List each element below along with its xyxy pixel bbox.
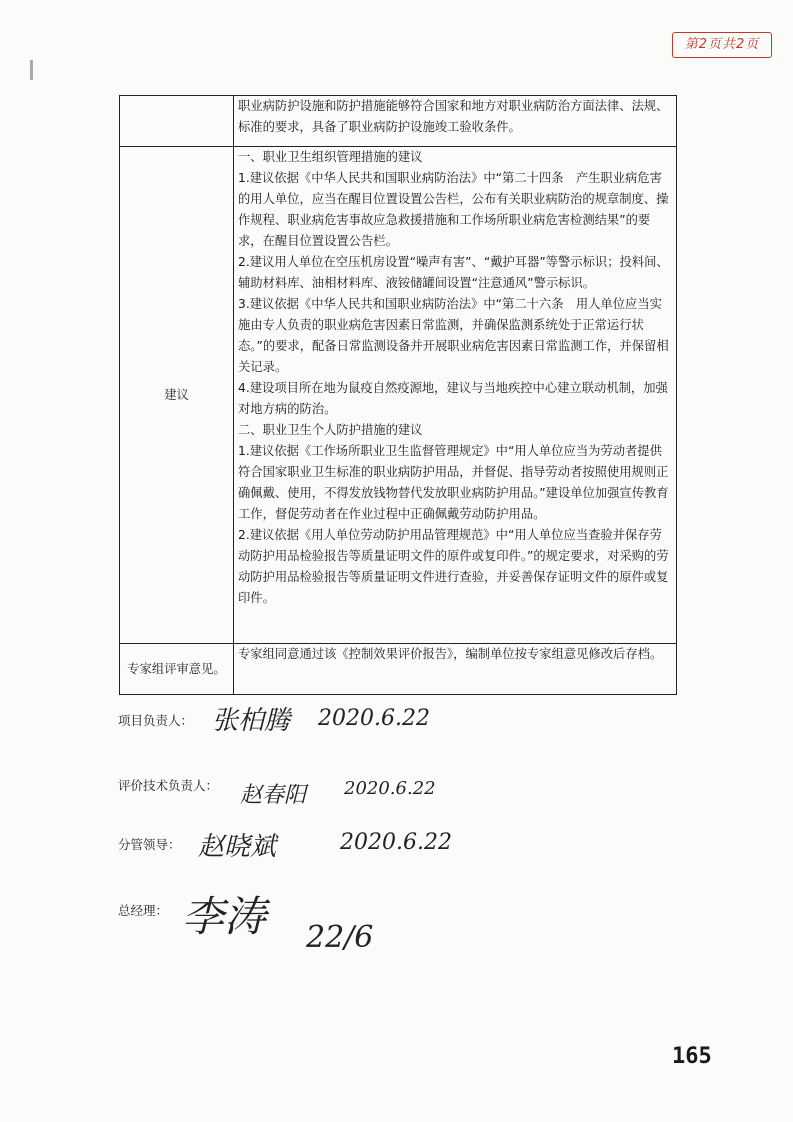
margin-mark (30, 60, 33, 80)
gm-date: 22/6 (306, 920, 374, 955)
conclusion-cell (234, 96, 677, 147)
page-count-stamp: 第2页共2页 (672, 32, 772, 58)
suggestion-paragraph: 4.建设项目所在地为鼠疫自然疫源地，建议与当地疾控中心建立联动机制，加强对地方病的防治。 (238, 381, 668, 416)
tech-lead-label: 评价技术负责人： (118, 778, 219, 793)
gm-signature: 李涛 (182, 892, 267, 941)
gm-label: 总经理： (118, 903, 169, 918)
suggestion-paragraph: 2.建议用人单位在空压机房设置“噪声有害”、“戴护耳器”等警示标识；投料间、辅助材料库、油相材料库、液铵储罐间设置“注意通风”警示标识。 (238, 255, 669, 290)
manager-label: 分管领导： (118, 837, 181, 852)
project-lead-signature: 张柏腾 (212, 706, 291, 736)
tech-lead-date: 2020.6.22 (344, 778, 436, 799)
suggestion-label: 建议 (120, 147, 234, 644)
review-table (119, 95, 677, 695)
expert-opinion-cell (234, 644, 677, 695)
table-row (120, 147, 677, 644)
tech-lead-signature: 赵春阳 (240, 783, 307, 808)
project-lead-label: 项目负责人： (118, 713, 194, 728)
expert-opinion-text: 专家组同意通过该《控制效果评价报告》，编制单位按专家组意见修改后存档。 (238, 647, 663, 661)
row-label-empty (120, 96, 234, 147)
manager-signature: 赵晓斌 (198, 832, 277, 862)
suggestion-paragraph: 1.建议依据《工作场所职业卫生监督管理规定》中“用人单位应当为劳动者提供符合国家职业卫生标准的职业病防护用品，并督促、指导劳动者按照使用规则正确佩戴、使用，不得发放钱物替代发放职业病防护用品。”建设单位加强宣传教育工作，督促劳动者在作业过程中正确佩戴劳动防护用品。 (238, 444, 669, 521)
section-heading: 二、职业卫生个人防护措施的建议 (238, 423, 423, 437)
section-heading: 一、职业卫生组织管理措施的建议 (238, 150, 423, 164)
suggestion-paragraph: 2.建议依据《用人单位劳动防护用品管理规范》中“用人单位应当查验并保存劳动防护用品检验报告等质量证明文件的原件或复印件。”的规定要求，对采购的劳动防护用品检验报告等质量证明文件进行查验，并妥善保存证明文件的原件或复印件。 (238, 528, 669, 605)
conclusion-text: 职业病防护设施和防护措施能够符合国家和地方对职业病防治方面法律、法规、标准的要求，具备了职业病防护设施竣工验收条件。 (238, 99, 669, 134)
suggestion-paragraph: 3.建议依据《中华人民共和国职业病防治法》中“第二十六条 用人单位应当实施由专人负责的职业病危害因素日常监测，并确保监测系统处于正常运行状态。”的要求，配备日常监测设备并开展职业病危害因素日常监测工作，并保留相关记录。 (238, 297, 669, 374)
suggestion-paragraph: 1.建议依据《中华人民共和国职业病防治法》中“第二十四条 产生职业病危害的用人单位，应当在醒目位置设置公告栏，公布有关职业病防治的规章制度、操作规程、职业病危害事故应急救援措施和工作场所职业病危害检测结果”的要求，在醒目位置设置公告栏。 (238, 171, 669, 248)
table-row (120, 96, 677, 147)
expert-opinion-label: 专家组评审意见。 (120, 644, 234, 695)
page-number: 165 (672, 1044, 712, 1069)
manager-date: 2020.6.22 (340, 830, 452, 855)
table-row (120, 644, 677, 695)
suggestion-cell (234, 147, 677, 644)
project-lead-date: 2020.6.22 (318, 706, 430, 731)
